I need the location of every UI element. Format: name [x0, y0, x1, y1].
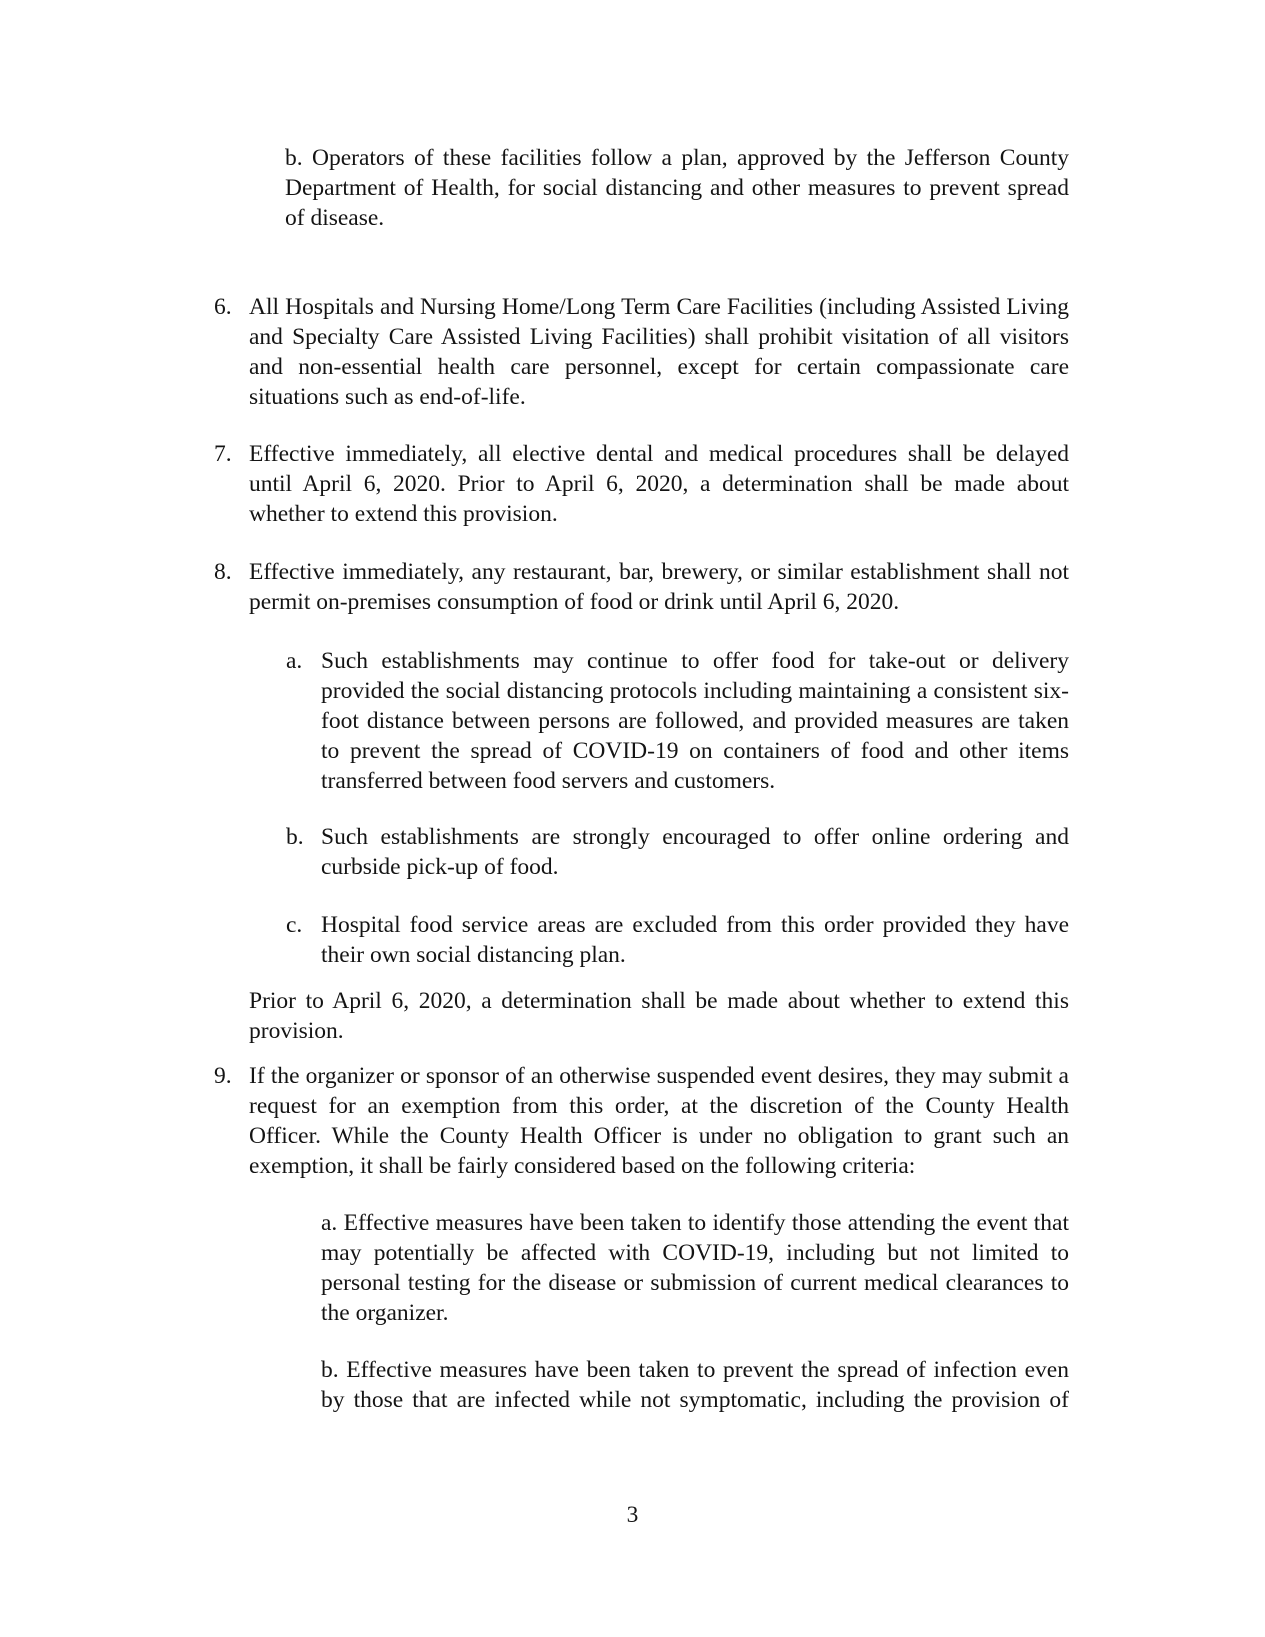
item-7-paragraph: Effective immediately, all elective dental and medical procedures shall be delayed until April 6, 2020. Prior to April 6, 2020, a determination shall be made about whether to extend this provision.	[249, 441, 1069, 527]
item-7-number: 7.	[214, 441, 232, 467]
item-6-paragraph: All Hospitals and Nursing Home/Long Term Care Facilities (including Assisted Living and Specialty Care Assisted Living Facilities) shall prohibit visitation of all visitors and non-essential health care personnel, except for certain compassionate care situations such as end-of-life.	[249, 294, 1069, 410]
item-9-number: 9.	[214, 1063, 232, 1089]
item-9-paragraph: If the organizer or sponsor of an otherwise suspended event desires, they may submit a request for an exemption from this order, at the discretion of the County Health Officer. While the County Health Officer is under no obligation to grant such an exemption, it shall be fairly considered based on the following criteria:	[249, 1063, 1069, 1179]
item-8-paragraph: Effective immediately, any restaurant, bar, brewery, or similar establishment shall not permit on-premises consumption of food or drink until April 6, 2020.	[249, 559, 1069, 615]
item-5b-paragraph: b. Operators of these facilities follow a plan, approved by the Jefferson County Department of Health, for social distancing and other measures to prevent spread of disease.	[285, 145, 1069, 231]
item-8-closing-paragraph: Prior to April 6, 2020, a determination shall be made about whether to extend this provision.	[249, 988, 1069, 1044]
item-8a-paragraph: Such establishments may continue to offer food for take-out or delivery provided the social distancing protocols including maintaining a consistent six-foot distance between persons are followed, and provided measures are taken to prevent the spread of COVID-19 on containers of food and other items transferred between food servers and customers.	[321, 648, 1069, 794]
item-8c-letter: c.	[286, 912, 303, 938]
item-8a-letter: a.	[286, 648, 303, 674]
item-9a-paragraph: a. Effective measures have been taken to identify those attending the event that may potentially be affected with COVID-19, including but not limited to personal testing for the disease or submission of current medical clearances to the organizer.	[321, 1210, 1069, 1326]
page-number: 3	[626, 1502, 639, 1528]
item-6-number: 6.	[214, 294, 232, 320]
item-8c-paragraph: Hospital food service areas are excluded from this order provided they have their own social distancing plan.	[321, 912, 1069, 968]
item-8-number: 8.	[214, 559, 232, 585]
item-8b-letter: b.	[286, 824, 304, 850]
item-9b-paragraph: b. Effective measures have been taken to prevent the spread of infection even by those that are infected while not symptomatic, including the provision of	[321, 1357, 1069, 1413]
item-8b-paragraph: Such establishments are strongly encouraged to offer online ordering and curbside pick-up of food.	[321, 824, 1069, 880]
